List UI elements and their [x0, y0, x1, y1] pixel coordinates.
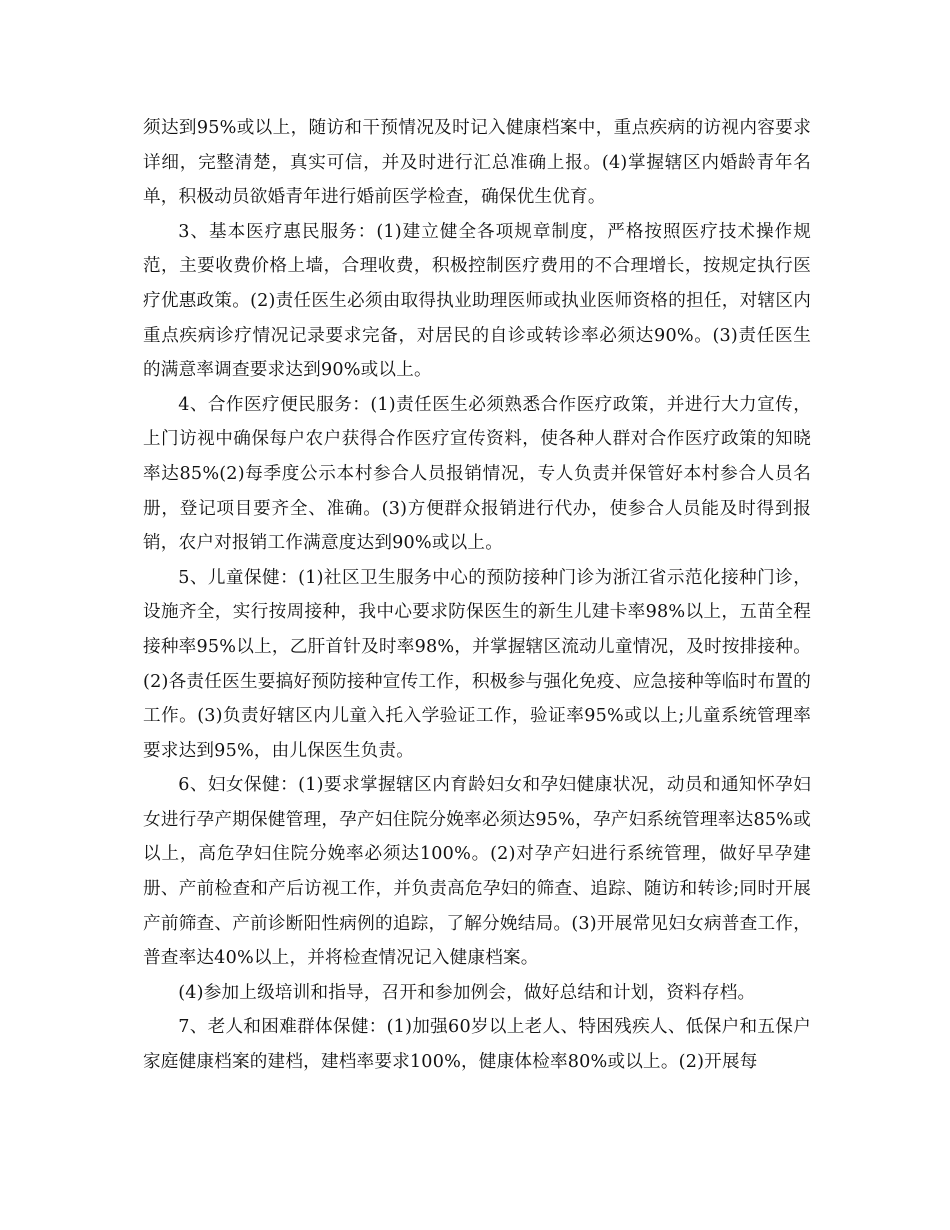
paragraph-women-health: 6、妇女保健：(1)要求掌握辖区内育龄妇女和孕妇健康状况，动员和通知怀孕妇女进行孕产期保健管理，孕产妇住院分娩率必须达95%，孕产妇系统管理率达85%或以上，高危孕妇住院分娩率必须达100%。(2)对孕产妇进行系统管理，做好早孕建册、产前检查和产后访视工作，并负责高危孕妇的筛查、追踪、随访和转诊;同时开展产前筛查、产前诊断阳性病例的追踪，了解分娩结局。(3)开展常见妇女病普查工作，普查率达40%以上，并将检查情况记入健康档案。 — [143, 775, 811, 969]
paragraph-elderly-health: 7、老人和困难群体保健：(1)加强60岁以上老人、特困残疾人、低保户和五保户家庭健康档案的建档，建档率要求100%，健康体检率80%或以上。(2)开展每 — [143, 1017, 811, 1073]
paragraph-basic-medical-service: 3、基本医疗惠民服务：(1)建立健全各项规章制度，严格按照医疗技术操作规范，主要收费价格上墙，合理收费，积极控制医疗费用的不合理增长，按规定执行医疗优惠政策。(2)责任医生必须由取得执业助理医师或执业医师资格的担任，对辖区内重点疾病诊疗情况记录要求完备，对居民的自诊或转诊率必须达90%。(3)责任医生的满意率调查要求达到90%或以上。 — [143, 221, 811, 381]
paragraph-continuation: 须达到95%或以上，随访和干预情况及时记入健康档案中，重点疾病的访视内容要求详细，完整清楚，真实可信，并及时进行汇总准确上报。(4)掌握辖区内婚龄青年名单，积极动员欲婚青年进行婚前医学检查，确保优生优育。 — [143, 118, 811, 208]
paragraph-child-health: 5、儿童保健：(1)社区卫生服务中心的预防接种门诊为浙江省示范化接种门诊，设施齐全，实行按周接种，我中心要求防保医生的新生儿建卡率98%以上，五苗全程接种率95%以上，乙肝首针及时率98%，并掌握辖区流动儿童情况，及时按排接种。(2)各责任医生要搞好预防接种宣传工作，积极参与强化免疫、应急接种等临时布置的工作。(3)负责好辖区内儿童入托入学验证工作，验证率95%或以上;儿童系统管理率要求达到95%，由儿保医生负责。 — [143, 567, 811, 761]
document-body — [143, 111, 811, 1080]
paragraph-cooperative-medical-service: 4、合作医疗便民服务：(1)责任医生必须熟悉合作医疗政策，并进行大力宣传，上门访视中确保每户农户获得合作医疗宣传资料，使各种人群对合作医疗政策的知晓率达85%(2)每季度公示本村参合人员报销情况，专人负责并保管好本村参合人员名册，登记项目要齐全、准确。(3)方便群众报销进行代办，使参合人员能及时得到报销，农户对报销工作满意度达到90%或以上。 — [143, 394, 811, 554]
paragraph-training-meetings: (4)参加上级培训和指导，召开和参加例会，做好总结和计划，资料存档。 — [178, 982, 756, 1003]
